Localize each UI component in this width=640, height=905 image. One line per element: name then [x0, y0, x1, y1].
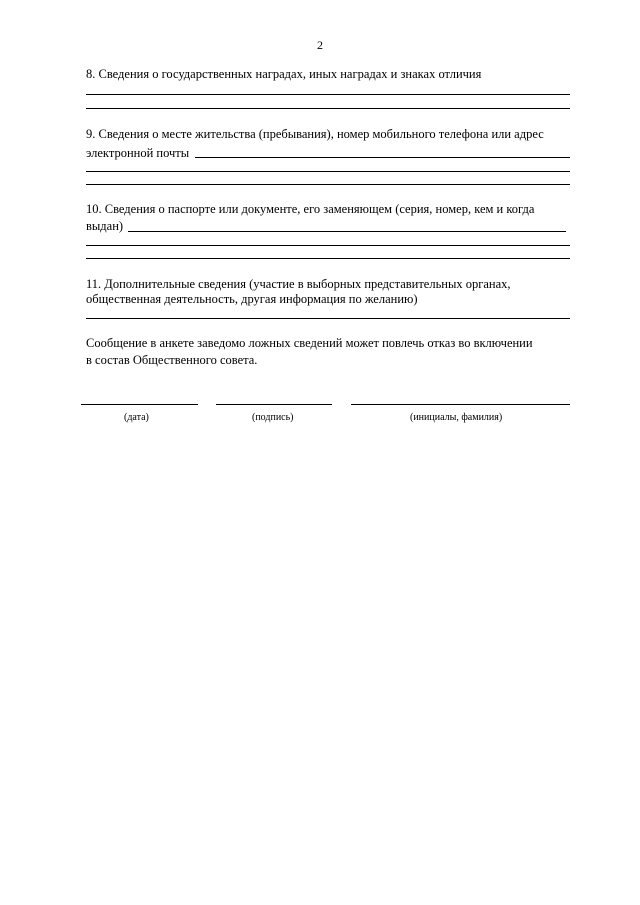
- residence-heading-line1: 9. Сведения о месте жительства (пребывания), номер мобильного телефона или адрес: [86, 127, 544, 141]
- residence-heading-line2: электронной почты: [86, 146, 190, 160]
- passport-inline-fill[interactable]: [128, 231, 566, 232]
- residence-fill-line-1[interactable]: [86, 171, 570, 172]
- name-signature-line[interactable]: [351, 404, 570, 405]
- notice-line1: Сообщение в анкете заведомо ложных сведений может повлечь отказ во включении: [86, 336, 533, 350]
- passport-fill-line-2[interactable]: [86, 258, 570, 259]
- passport-fill-line-1[interactable]: [86, 245, 570, 246]
- residence-fill-line-2[interactable]: [86, 184, 570, 185]
- awards-heading: 8. Сведения о государственных наградах, иных наградах и знаках отличия: [86, 67, 482, 81]
- additional-fill-line[interactable]: [86, 318, 570, 319]
- residence-inline-fill[interactable]: [195, 157, 570, 158]
- passport-heading-line2: выдан): [86, 219, 124, 233]
- date-signature-line[interactable]: [81, 404, 198, 405]
- name-label: (инициалы, фамилия): [410, 412, 503, 423]
- date-label: (дата): [124, 412, 149, 423]
- awards-fill-line-2[interactable]: [86, 108, 570, 109]
- page-number: 2: [317, 38, 323, 52]
- notice-line2: в состав Общественного совета.: [86, 353, 258, 367]
- passport-heading-line1: 10. Сведения о паспорте или документе, его заменяющем (серия, номер, кем и когда: [86, 202, 535, 216]
- awards-fill-line-1[interactable]: [86, 94, 570, 95]
- additional-heading-line1: 11. Дополнительные сведения (участие в выборных представительных органах,: [86, 277, 511, 291]
- signature-label: (подпись): [252, 412, 294, 423]
- additional-heading-line2: общественная деятельность, другая информация по желанию): [86, 292, 418, 306]
- signature-line[interactable]: [216, 404, 332, 405]
